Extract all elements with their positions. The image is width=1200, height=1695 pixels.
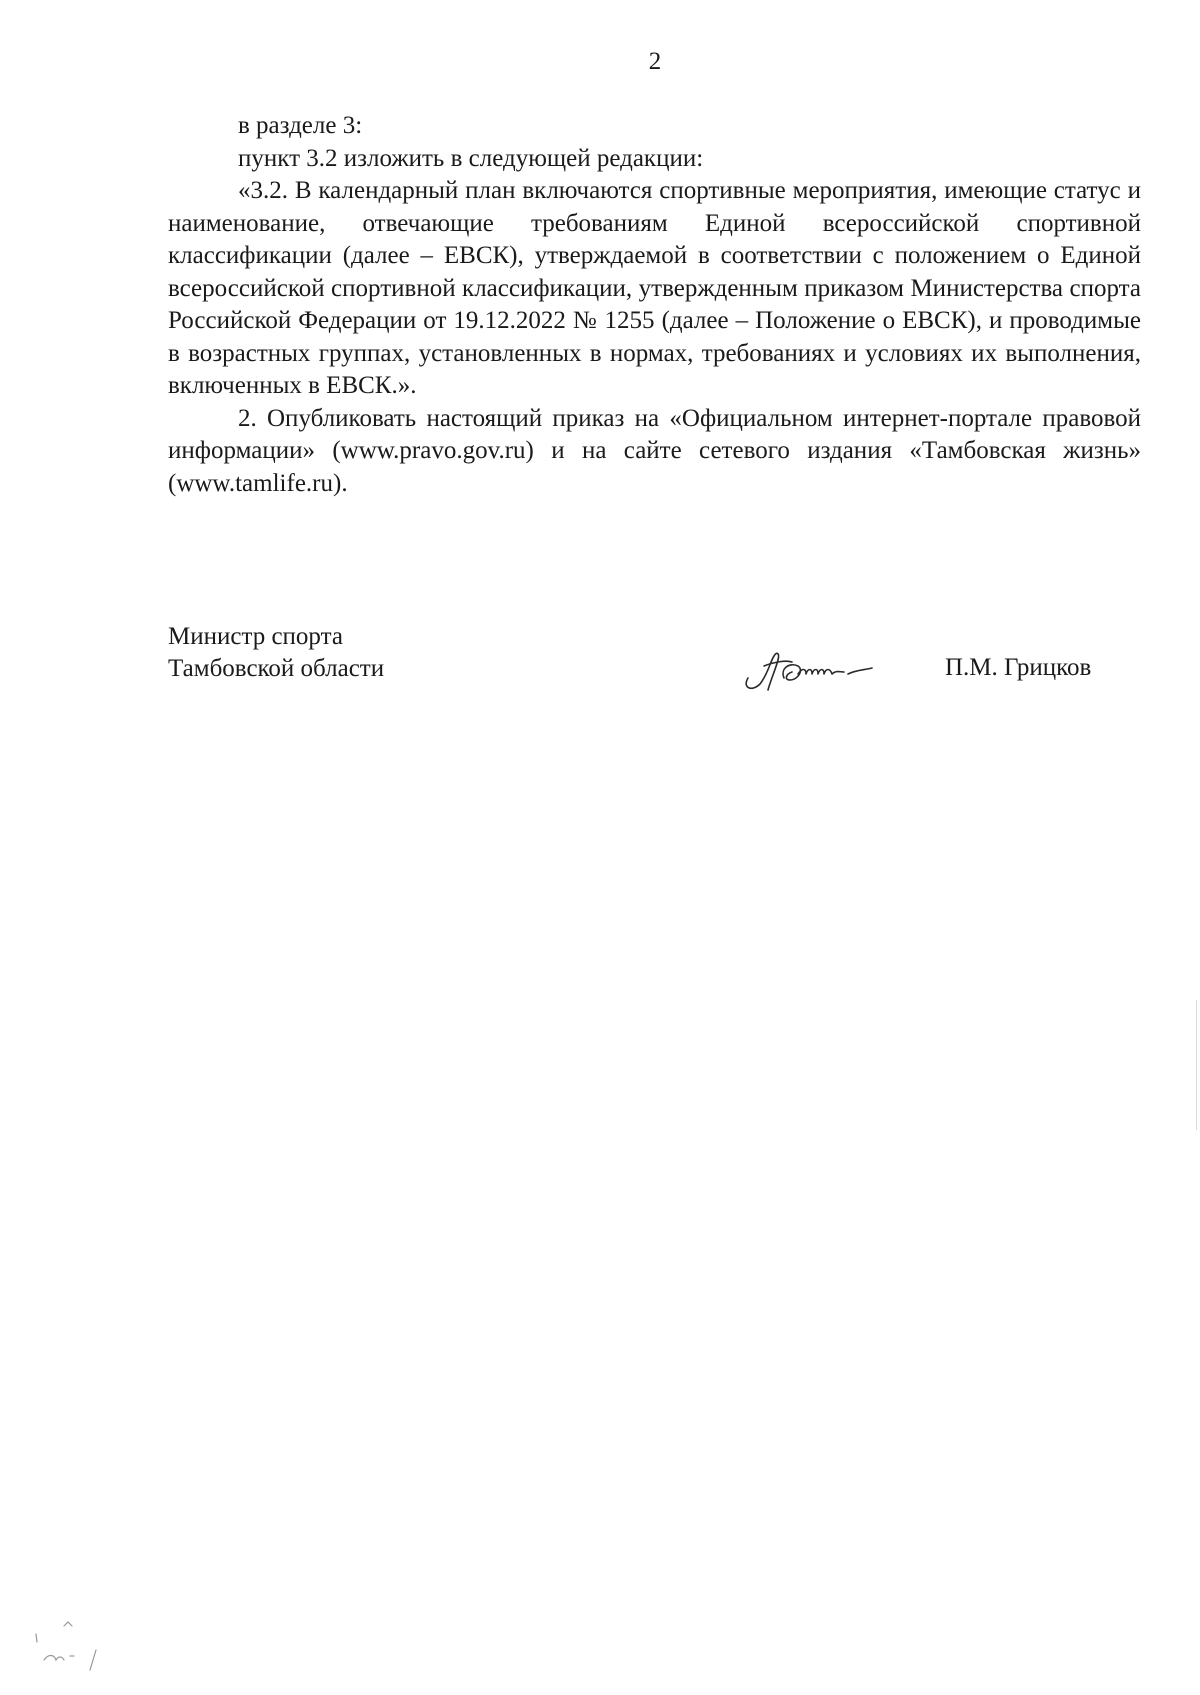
signatory-position-line-1: Министр спорта <box>168 623 343 650</box>
paragraph-section-ref: в разделе 3: <box>238 112 363 139</box>
scan-edge-line <box>1196 1000 1197 1130</box>
document-body <box>168 110 1141 500</box>
page-number: 2 <box>648 48 662 75</box>
handwritten-signature-icon <box>740 648 900 696</box>
signatory-position-line-2: Тамбовской области <box>168 655 385 682</box>
paragraph-item-2-publish: 2. Опубликовать настоящий приказ на «Официальном интернет-портале правовой информации» (www.pravo.gov.ru) и на сайте сетевого издания «Тамбовская жизнь» (www.tamlife.ru). <box>168 404 1141 497</box>
paragraph-item-instruction: пункт 3.2 изложить в следующей редакции: <box>238 144 704 172</box>
signatory-position <box>168 621 384 685</box>
paragraph-item-3-2: «3.2. В календарный план включаются спортивные мероприятия, имеющие статус и наименование, отвечающие требованиям Единой всероссийской спортивной классификации (далее – ЕВСК), утверждаемой в соответствии с положением о Единой всероссийской спортивной классификации, утвержденным приказом Министерства спорта Российской Федерации от 19.12.2022 № 1255 (далее – Положение о ЕВСК), и проводимые в возрастных группах, установленных в нормах, требованиях и условиях их выполнения, включенных в ЕВСК.». <box>168 177 1141 399</box>
scan-marks-icon <box>30 1620 120 1675</box>
signatory-name: П.М. Грицков <box>945 654 1092 681</box>
